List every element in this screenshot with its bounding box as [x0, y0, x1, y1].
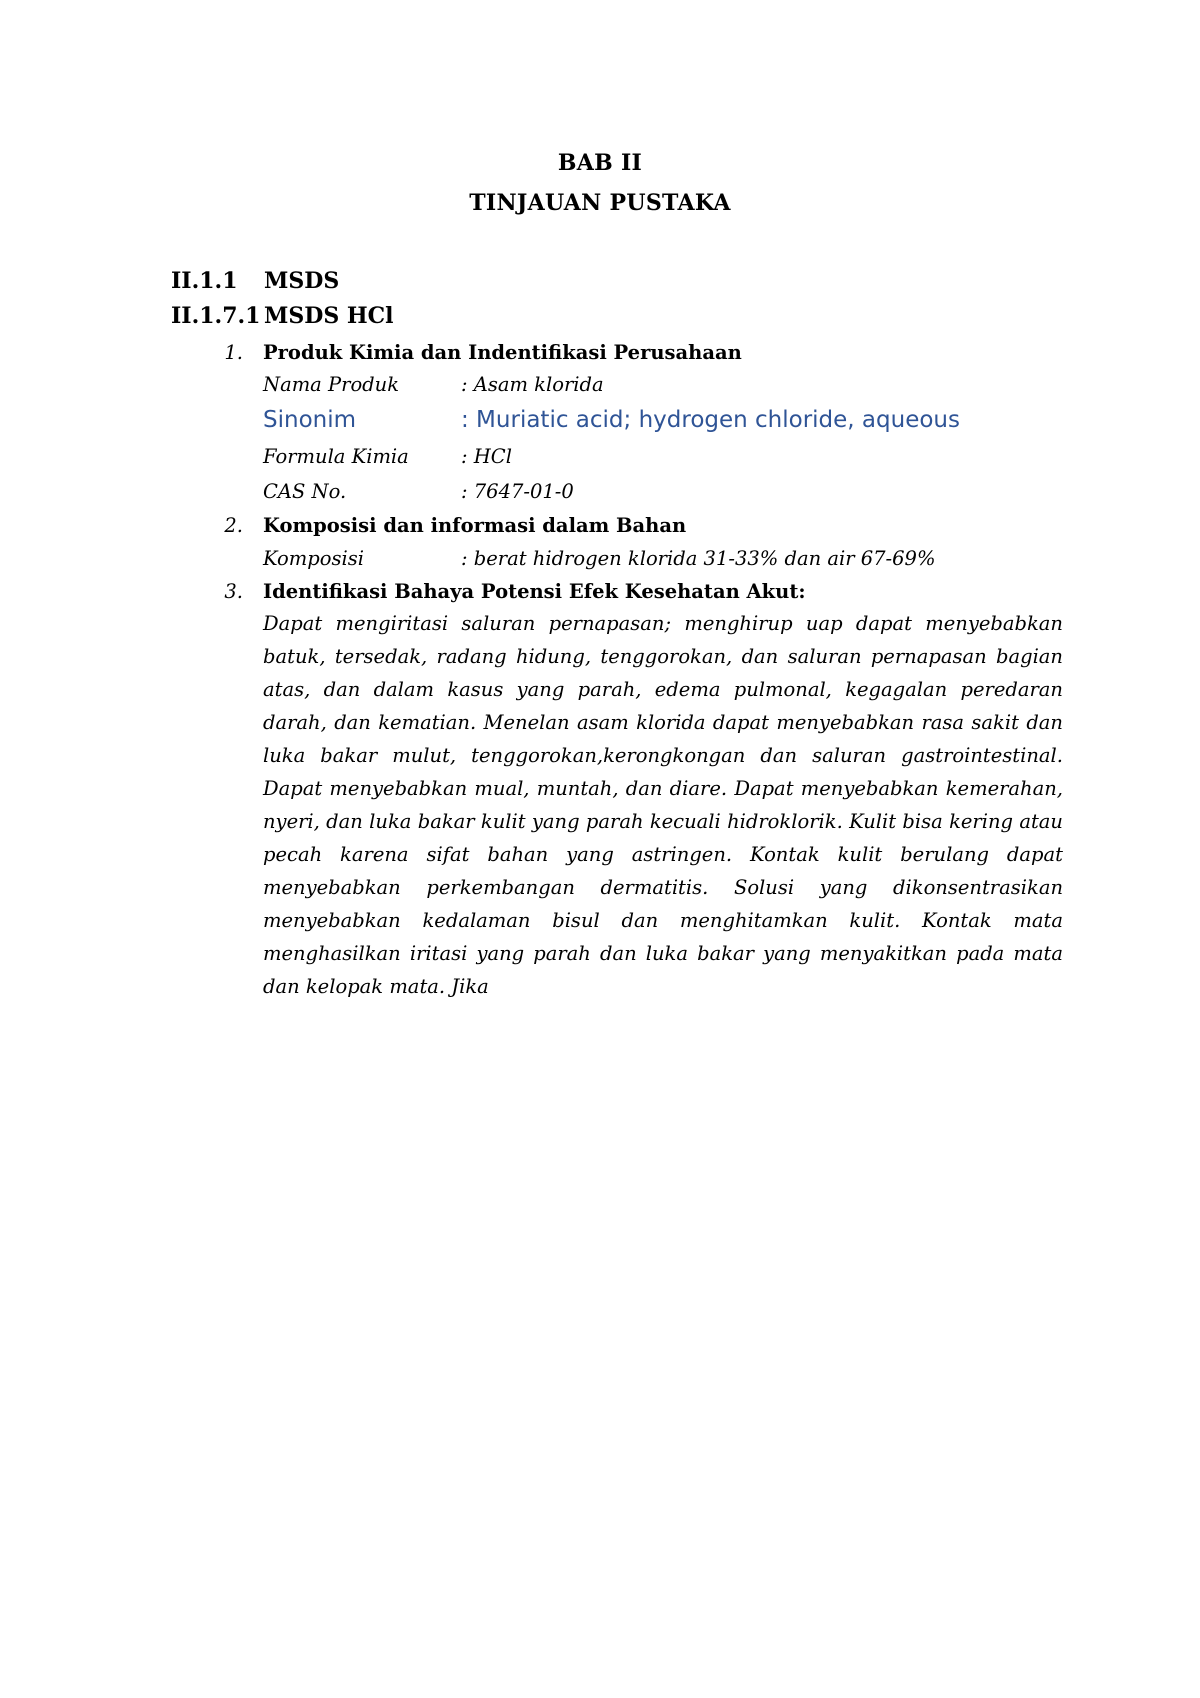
item-number: 3.: [224, 580, 243, 603]
section-heading-msds: [171, 268, 339, 294]
item-title: Komposisi dan informasi dalam Bahan: [263, 514, 687, 537]
item-number: 1.: [224, 341, 243, 364]
item-number: 2.: [224, 514, 243, 537]
section-title: MSDS: [264, 268, 340, 294]
field-label: Sinonim: [263, 407, 357, 433]
section-number: II.1.7.1: [171, 303, 261, 329]
field-value: : HCl: [461, 445, 512, 468]
section-heading-msds-hcl: [171, 303, 394, 329]
field-label: Nama Produk: [263, 373, 400, 396]
field-value: : Asam klorida: [461, 373, 604, 396]
field-label: Formula Kimia: [263, 445, 409, 468]
health-effects-paragraph: Dapat mengiritasi saluran pernapasan; menghirup uap dapat menyebabkan batuk, tersedak, radang hidung, tenggorokan, dan saluran pernapasan bagian atas, dan dalam kasus yang parah, edema pulmonal, kegagalan peredaran darah, dan kematian. Menelan asam klorida dapat menyebabkan rasa sakit dan luka bakar mulut, tenggorokan,kerongkongan dan saluran gastrointestinal. Dapat menyebabkan mual, muntah, dan diare. Dapat menyebabkan kemerahan, nyeri, dan luka bakar kulit yang parah kecuali hidroklorik. Kulit bisa kering atau pecah karena sifat bahan yang astringen. Kontak kulit berulang dapat menyebabkan perkembangan dermatitis. Solusi yang dikonsentrasikan menyebabkan kedalaman bisul dan menghitamkan kulit. Kontak mata menghasilkan iritasi yang parah dan luka bakar yang menyakitkan pada mata dan kelopak mata. Jika: [263, 612, 1063, 998]
section-title: MSDS HCl: [264, 303, 394, 329]
chapter-title: TINJAUAN PUSTAKA: [469, 190, 731, 216]
field-label: Komposisi: [263, 547, 364, 570]
field-value: : 7647-01-0: [461, 480, 574, 503]
field-label: CAS No.: [263, 480, 347, 503]
item-title: Identifikasi Bahaya Potensi Efek Kesehatan Akut:: [263, 580, 806, 603]
chapter-label: BAB II: [557, 150, 643, 176]
section-number: II.1.1: [171, 268, 238, 294]
item-title: Produk Kimia dan Indentifikasi Perusahaan: [263, 341, 742, 364]
field-value: : berat hidrogen klorida 31-33% dan air 67-69%: [461, 547, 936, 570]
field-value: : Muriatic acid; hydrogen chloride, aqueous: [461, 407, 960, 433]
